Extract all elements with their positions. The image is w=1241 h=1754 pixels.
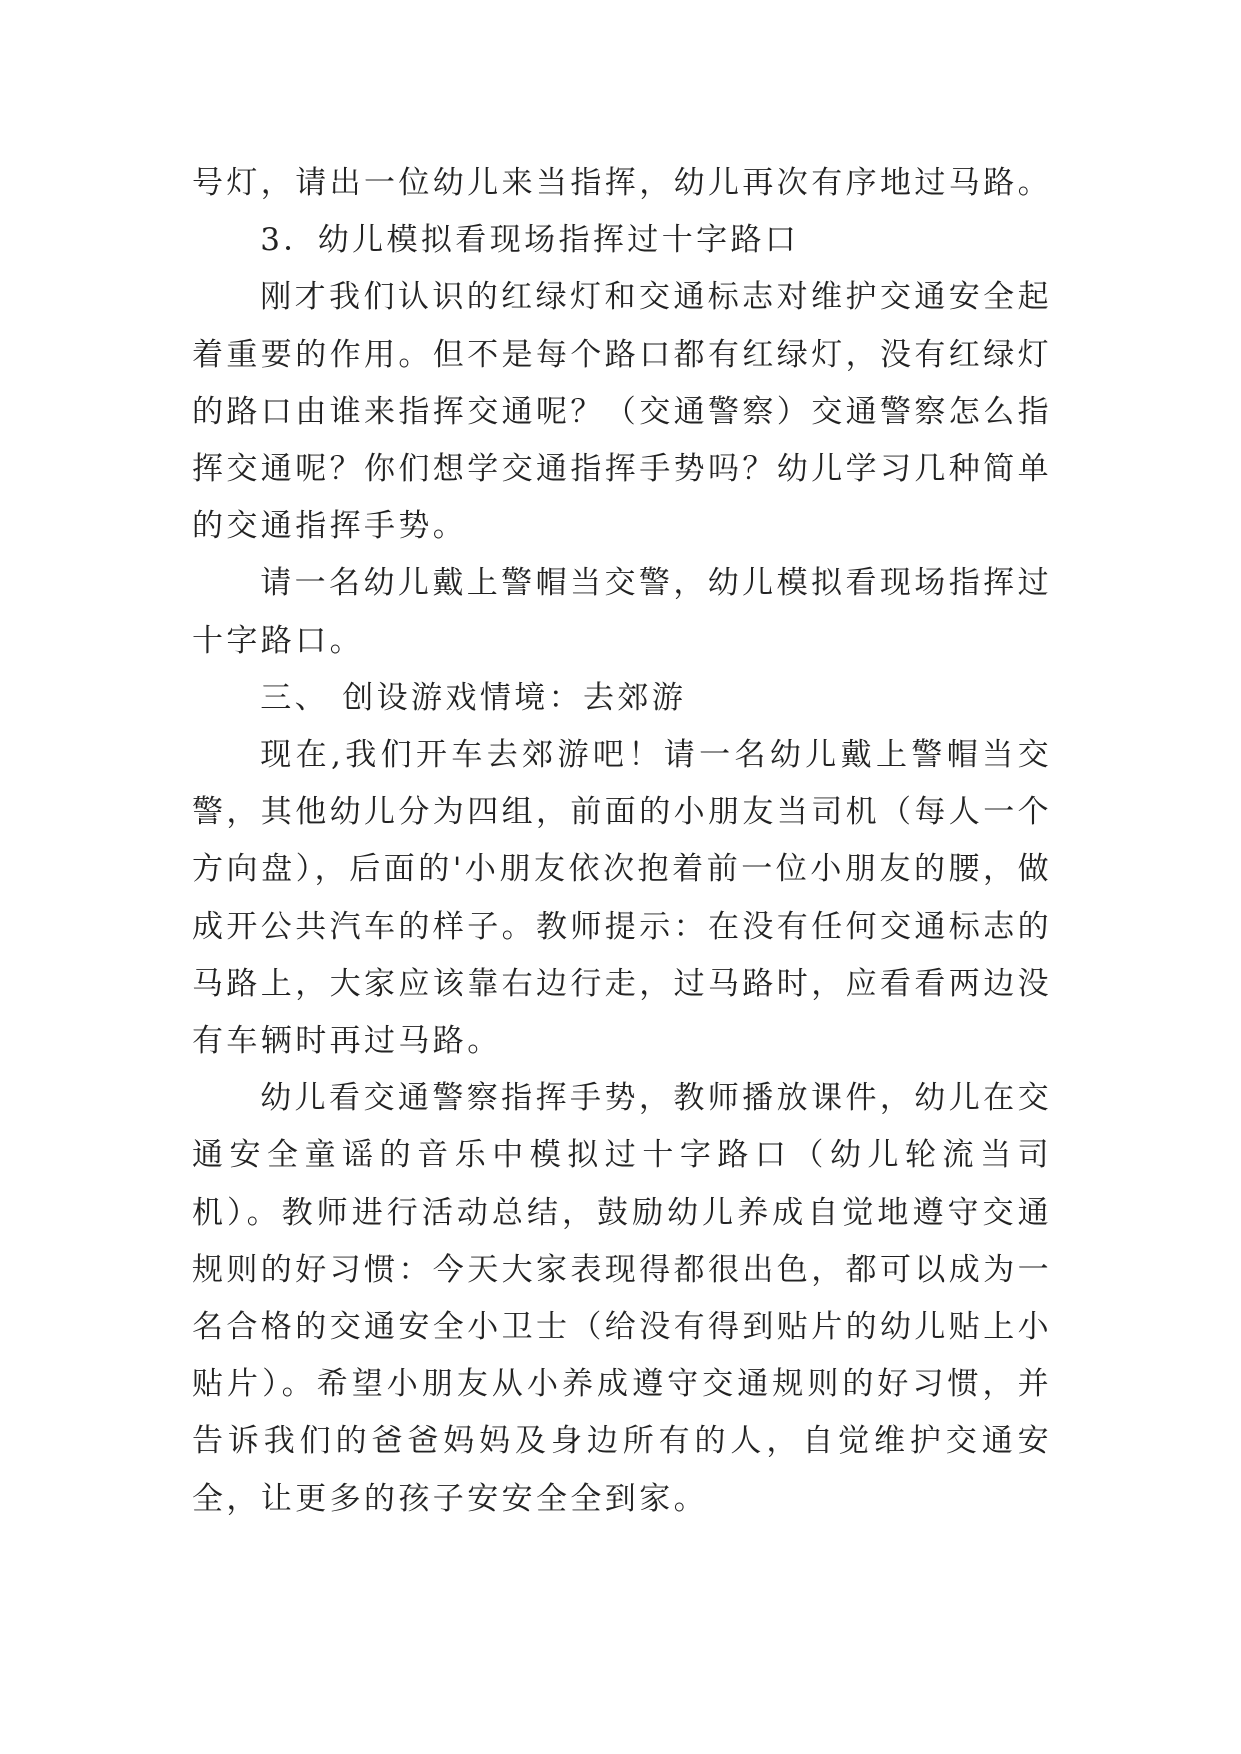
paragraph-traffic-light-continuation: 号灯，请出一位幼儿来当指挥，幼儿再次有序地过马路。 bbox=[192, 165, 1052, 201]
paragraph-simulate-crossing: 请一名幼儿戴上警帽当交警，幼儿模拟看现场指挥过十字路口。 bbox=[192, 565, 1052, 659]
paragraph-outing-game: 现在,我们开车去郊游吧！请一名幼儿戴上警帽当交警，其他幼儿分为四组，前面的小朋友当司机（每人一个方向盘），后面的'小朋友依次抱着前一位小朋友的腰，做成开公共汽车的样子。教师提示：在没有任何交通标志的马路上，大家应该靠右边行走，过马路时，应看看两边没有车辆时再过马路。 bbox=[192, 737, 1052, 1060]
section-heading-3: 3．幼儿模拟看现场指挥过十字路口 bbox=[260, 222, 800, 259]
paragraph-activity-summary: 幼儿看交通警察指挥手势，教师播放课件，幼儿在交通安全童谣的音乐中模拟过十字路口（幼儿轮流当司机）。教师进行活动总结，鼓励幼儿养成自觉地遵守交通规则的好习惯：今天大家表现得都很出色，都可以成为一名合格的交通安全小卫士（给没有得到贴片的幼儿贴上小贴片）。希望小朋友从小养成遵守交通规则的好习惯，并告诉我们的爸爸妈妈及身边所有的人，自觉维护交通安全，让更多的孩子安安全全到家。 bbox=[192, 1080, 1052, 1517]
body-text bbox=[192, 155, 1052, 1528]
paragraph-traffic-police-intro: 刚才我们认识的红绿灯和交通标志对维护交通安全起着重要的作用。但不是每个路口都有红绿灯，没有红绿灯的路口由谁来指挥交通呢？（交通警察）交通警察怎么指挥交通呢？你们想学交通指挥手势吗？幼儿学习几种简单的交通指挥手势。 bbox=[192, 279, 1052, 545]
section-heading-three: 三、 创设游戏情境：去郊游 bbox=[260, 679, 687, 716]
